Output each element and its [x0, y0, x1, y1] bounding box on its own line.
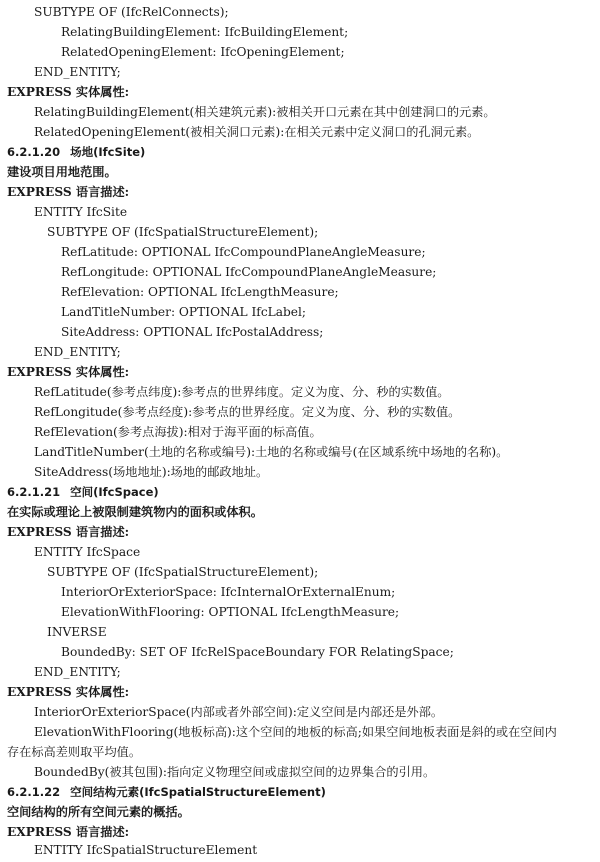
section-number: 6.2.1.20	[7, 145, 61, 159]
attribute-description: LandTitleNumber(土地的名称或编号):土地的名称或编号(在区域系统中场地的名称)。	[34, 445, 509, 459]
code-line: RefElevation: OPTIONAL IfcLengthMeasure;	[61, 285, 339, 299]
section-title: 空间结构元素(IfcSpatialStructureElement)	[70, 785, 326, 799]
attribute-description: RefLatitude(参考点纬度):参考点的世界纬度。定义为度、分、秒的实数值。	[34, 385, 450, 399]
attribute-description: SiteAddress(场地地址):场地的邮政地址。	[34, 465, 269, 479]
section-heading-6-2-1-21	[0, 484, 600, 504]
express-heading: EXPRESS 语言描述:	[7, 525, 130, 539]
attributes-heading: EXPRESS 实体属性:	[7, 685, 130, 699]
code-line: SUBTYPE OF (IfcRelConnects);	[34, 5, 229, 19]
section-heading-6-2-1-20	[0, 144, 600, 164]
section-title: 空间(IfcSpace)	[70, 485, 159, 499]
express-heading: EXPRESS 语言描述:	[7, 185, 130, 199]
code-line: BoundedBy: SET OF IfcRelSpaceBoundary FOR RelatingSpace;	[61, 645, 454, 659]
attribute-description: InteriorOrExteriorSpace(内部或者外部空间):定义空间是内部还是外部。	[34, 705, 444, 719]
section-summary: 在实际或理论上被限制建筑物内的面积或体积。	[7, 505, 263, 519]
code-line: RefLongitude: OPTIONAL IfcCompoundPlaneAngleMeasure;	[61, 265, 437, 279]
section-heading-6-2-1-22	[0, 784, 600, 804]
section-number: 6.2.1.21	[7, 485, 61, 499]
code-line: ENTITY IfcSpace	[34, 545, 141, 559]
section-summary: 建设项目用地范围。	[7, 165, 117, 179]
attribute-description: RelatedOpeningElement(被相关洞口元素):在相关元素中定义洞口的孔洞元素。	[34, 125, 480, 139]
code-line: SUBTYPE OF (IfcSpatialStructureElement);	[47, 225, 319, 239]
attribute-description: ElevationWithFlooring(地板标高):这个空间的地板的标高;如果空间地板表面是斜的或在空间内	[34, 725, 557, 739]
attributes-heading: EXPRESS 实体属性:	[7, 365, 130, 379]
code-line: RefLatitude: OPTIONAL IfcCompoundPlaneAngleMeasure;	[61, 245, 426, 259]
attribute-description: BoundedBy(被其包围):指向定义物理空间或虚拟空间的边界集合的引用。	[34, 765, 436, 779]
code-line: ENTITY IfcSite	[34, 205, 128, 219]
section-title: 场地(IfcSite)	[70, 145, 146, 159]
code-line: RelatingBuildingElement: IfcBuildingElement;	[61, 25, 349, 39]
code-line: INVERSE	[47, 625, 107, 639]
code-line: SUBTYPE OF (IfcSpatialStructureElement);	[47, 565, 319, 579]
code-line: InteriorOrExteriorSpace: IfcInternalOrExternalEnum;	[61, 585, 396, 599]
attribute-description: RefLongitude(参考点经度):参考点的世界经度。定义为度、分、秒的实数值。	[34, 405, 461, 419]
code-line: END_ENTITY;	[34, 665, 121, 679]
attribute-description: RefElevation(参考点海拔):相对于海平面的标高值。	[34, 425, 322, 439]
code-line: ElevationWithFlooring: OPTIONAL IfcLengthMeasure;	[61, 605, 400, 619]
code-line: LandTitleNumber: OPTIONAL IfcLabel;	[61, 305, 307, 319]
code-line: END_ENTITY;	[34, 65, 121, 79]
code-line: ENTITY IfcSpatialStructureElement	[34, 843, 258, 857]
attributes-heading: EXPRESS 实体属性:	[7, 85, 130, 99]
section-summary: 空间结构的所有空间元素的概括。	[7, 805, 190, 819]
express-heading: EXPRESS 语言描述:	[7, 825, 130, 839]
code-line: RelatedOpeningElement: IfcOpeningElement;	[61, 45, 345, 59]
section-number: 6.2.1.22	[7, 785, 61, 799]
code-line: SiteAddress: OPTIONAL IfcPostalAddress;	[61, 325, 324, 339]
attribute-description-continued: 存在标高差则取平均值。	[7, 745, 142, 759]
code-line: END_ENTITY;	[34, 345, 121, 359]
attribute-description: RelatingBuildingElement(相关建筑元素):被相关开口元素在其中创建洞口的元素。	[34, 105, 496, 119]
